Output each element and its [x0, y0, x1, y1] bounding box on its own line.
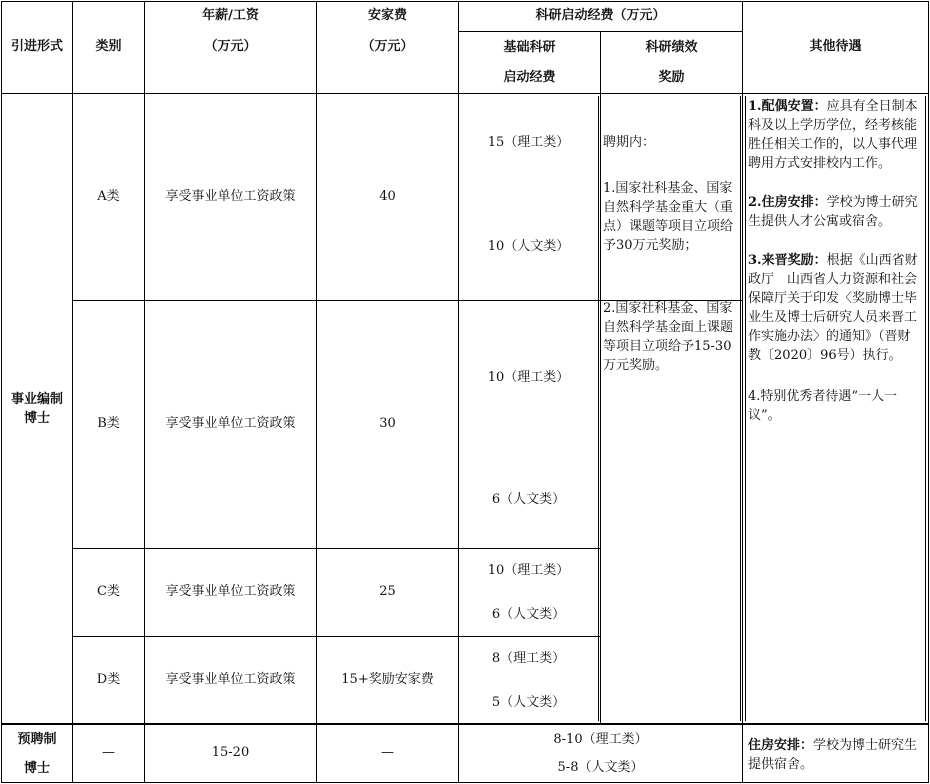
- header-basic-line2: 启动经费: [503, 70, 556, 85]
- row-a-basic-arts: 10（人文类）: [487, 239, 570, 254]
- row-b-category: B类: [97, 416, 120, 431]
- row-c-salary: 享受事业单位工资政策: [165, 584, 296, 599]
- other-item-3: [748, 251, 923, 365]
- section-pre-label-line2: 博士: [23, 761, 50, 776]
- row-line-c-d: [72, 636, 600, 637]
- section-divider-line: [1, 723, 928, 725]
- col-line-2: [144, 1, 145, 783]
- other-item-2-title: 2.住房安排：: [748, 195, 827, 210]
- other-inner-right-line: [925, 96, 926, 721]
- row-a-settle: 40: [379, 189, 396, 204]
- other-item-1-title: 1.配偶安置：: [748, 99, 827, 114]
- performance-inner-right-line: [740, 96, 741, 721]
- header-form: 引进形式: [10, 39, 63, 54]
- row-c-settle: 25: [379, 584, 396, 599]
- header-bottom-line: [1, 93, 928, 94]
- performance-reward-text: [603, 133, 739, 375]
- row-c-basic-arts: 6（人文类）: [491, 607, 566, 622]
- pre-category: —: [102, 745, 115, 760]
- other-benefits-text: [748, 97, 923, 425]
- pre-settle: —: [381, 745, 394, 760]
- row-line-b-c: [72, 548, 600, 549]
- performance-inner-left-line: [598, 96, 599, 721]
- row-a-basic-sci: 15（理工类）: [487, 135, 570, 150]
- table-border-top: [1, 1, 928, 2]
- header-settle-line1: 安家费: [367, 8, 407, 23]
- header-perf-line1: 科研绩效: [645, 40, 698, 55]
- section-staff-label-line2: 博士: [23, 411, 50, 426]
- pre-research-arts: 5-8（人文类）: [557, 760, 644, 775]
- row-b-basic-arts: 6（人文类）: [491, 492, 566, 507]
- pre-other-text: 学校为博士研究生提供宿舍。: [748, 738, 918, 772]
- row-d-basic-arts: 5（人文类）: [491, 695, 566, 710]
- other-item-2: [748, 193, 923, 231]
- performance-intro: 聘期内：: [603, 135, 656, 150]
- row-c-basic-sci: 10（理工类）: [487, 563, 570, 578]
- other-item-4: 4.特别优秀者待遇“一人一议”。: [748, 389, 898, 423]
- col-line-1: [72, 1, 73, 783]
- row-d-category: D类: [96, 672, 121, 687]
- row-a-salary: 享受事业单位工资政策: [165, 189, 296, 204]
- row-b-salary: 享受事业单位工资政策: [165, 416, 296, 431]
- header-perf-line2: 奖励: [658, 70, 685, 85]
- col-line-3: [316, 1, 317, 783]
- row-b-basic-sci: 10（理工类）: [487, 370, 570, 385]
- pre-other-title: 住房安排：: [748, 738, 814, 753]
- row-d-salary: 享受事业单位工资政策: [165, 672, 296, 687]
- col-line-6: [742, 1, 743, 783]
- header-basic-line1: 基础科研: [503, 40, 556, 55]
- row-c-category: C类: [97, 584, 120, 599]
- row-d-settle: 15+奖励安家费: [341, 672, 434, 687]
- header-salary-line2: （万元）: [204, 39, 257, 54]
- pre-salary: 15-20: [211, 745, 250, 760]
- table-border-right: [928, 1, 929, 783]
- row-a-category: A类: [97, 189, 120, 204]
- section-staff-label-line1: 事业编制: [10, 392, 63, 407]
- header-research-group: 科研启动经费（万元）: [535, 8, 666, 23]
- header-salary-line1: 年薪/工资: [202, 8, 259, 23]
- performance-item-1: 1.国家社科基金、国家自然科学基金重大（重点）课题等项目立项给予30万元奖励；: [603, 181, 734, 253]
- pre-research-sci: 8-10（理工类）: [553, 732, 648, 747]
- pre-other-benefits: [748, 736, 923, 774]
- other-item-3-title: 3.来晋奖励：: [748, 253, 827, 268]
- header-other: 其他待遇: [809, 39, 862, 54]
- other-item-1-text: 应具有全日制本科及以上学历学位，经考核能胜任相关工作的，以人事代理聘用方式安排校内工作。: [748, 99, 918, 171]
- other-item-3-text: 根据《山西省财政厅 山西省人力资源和社会保障厅关于印发〈奖励博士毕业生及博士后研究人员来晋工作实施办法〉的通知》（晋财教〔2020〕96号）执行。: [748, 253, 918, 363]
- section-pre-label-line1: 预聘制: [17, 732, 57, 747]
- other-item-1: [748, 97, 923, 173]
- table-border-bottom: [1, 782, 928, 783]
- col-line-5: [600, 31, 601, 723]
- header-category: 类别: [95, 39, 122, 54]
- row-line-a-b: [72, 300, 600, 301]
- other-inner-left-line: [745, 96, 746, 721]
- performance-item-2: 2.国家社科基金、国家自然科学基金面上课题等项目立项给予15-30万元奖励。: [603, 301, 734, 373]
- other-item-2-text: 学校为博士研究生提供人才公寓或宿舍。: [748, 195, 918, 229]
- header-settle-line2: （万元）: [361, 39, 414, 54]
- row-d-basic-sci: 8（理工类）: [491, 651, 566, 666]
- row-b-settle: 30: [379, 416, 396, 431]
